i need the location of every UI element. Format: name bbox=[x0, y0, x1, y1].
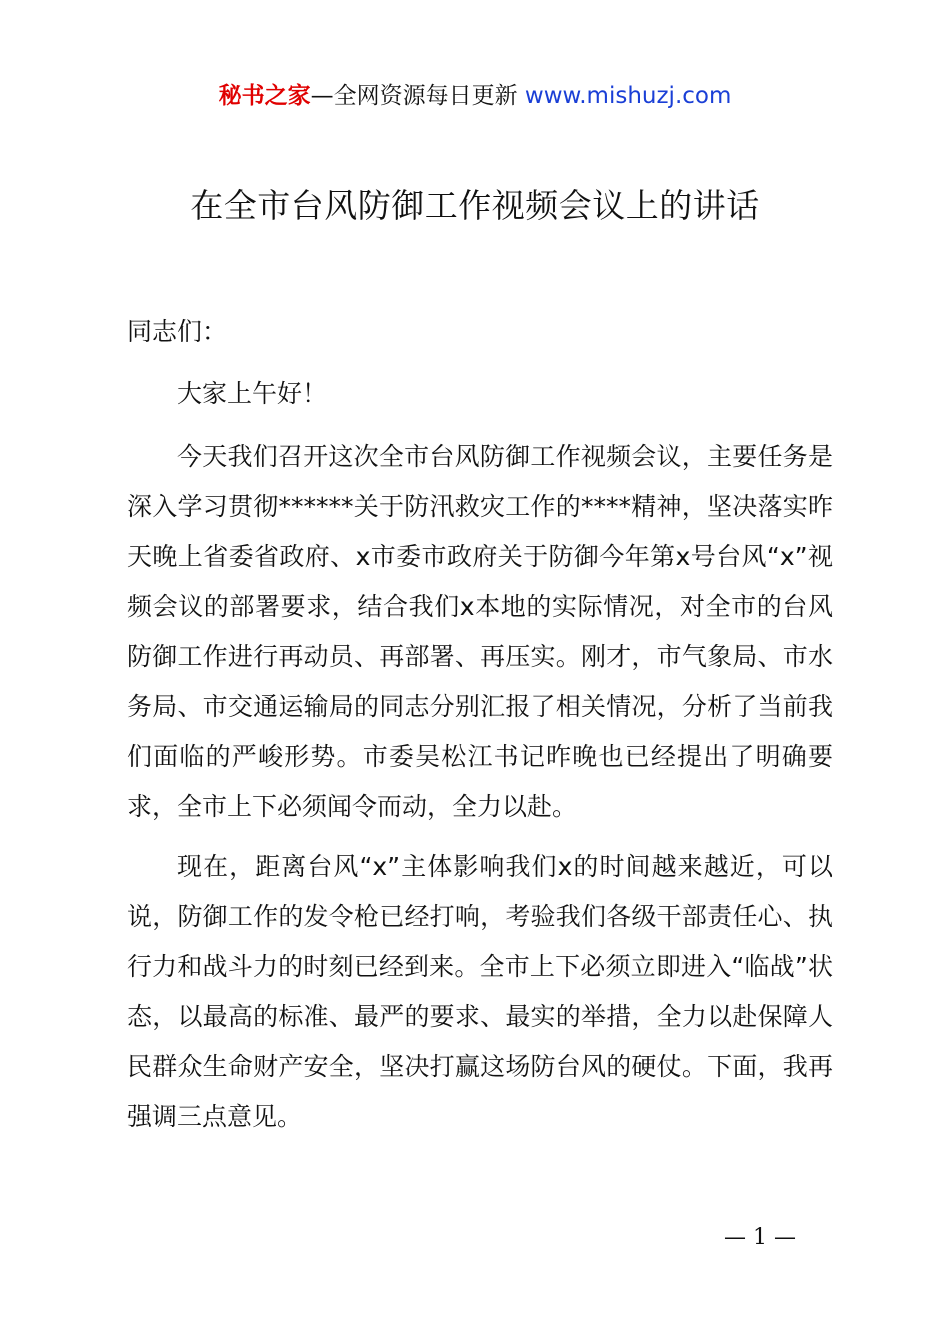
page-number: — 1 — bbox=[724, 1225, 796, 1250]
salutation: 同志们： bbox=[127, 317, 228, 346]
brand-name: 秘书之家 bbox=[218, 83, 311, 109]
body-paragraph-2: 现在，距离台风“x”主体影响我们x的时间越来越近，可以说，防御工作的发令枪已经打响，考验我们各级干部责任心、执行力和战斗力的时刻已经到来。全市上下必须立即进入“临战”状态，以最高的标准、最严的要求、最实的举措，全力以赴保障人民群众生命财产安全，坚决打赢这场防台风的硬仗。下面，我再强调三点意见。 bbox=[127, 852, 833, 1131]
header-tagline: —全网资源每日更新 bbox=[310, 83, 518, 109]
body-paragraph-1: 今天我们召开这次全市台风防御工作视频会议，主要任务是深入学习贯彻******关于防汛救灾工作的****精神，坚决落实昨天晚上省委省政府、x市委市政府关于防御今年第x号台风“x”视频会议的部署要求，结合我们x本地的实际情况，对全市的台风防御工作进行再动员、再部署、再压实。刚才，市气象局、市水务局、市交通运输局的同志分别汇报了相关情况，分析了当前我们面临的严峻形势。市委吴松江书记昨晚也已经提出了明确要求，全市上下必须闻令而动，全力以赴。 bbox=[127, 442, 833, 821]
greeting: 大家上午好！ bbox=[177, 379, 328, 408]
document-title: 在全市台风防御工作视频会议上的讲话 bbox=[190, 186, 760, 225]
site-url-link[interactable]: www.mishuzj.com bbox=[524, 83, 732, 109]
site-header bbox=[0, 80, 950, 112]
